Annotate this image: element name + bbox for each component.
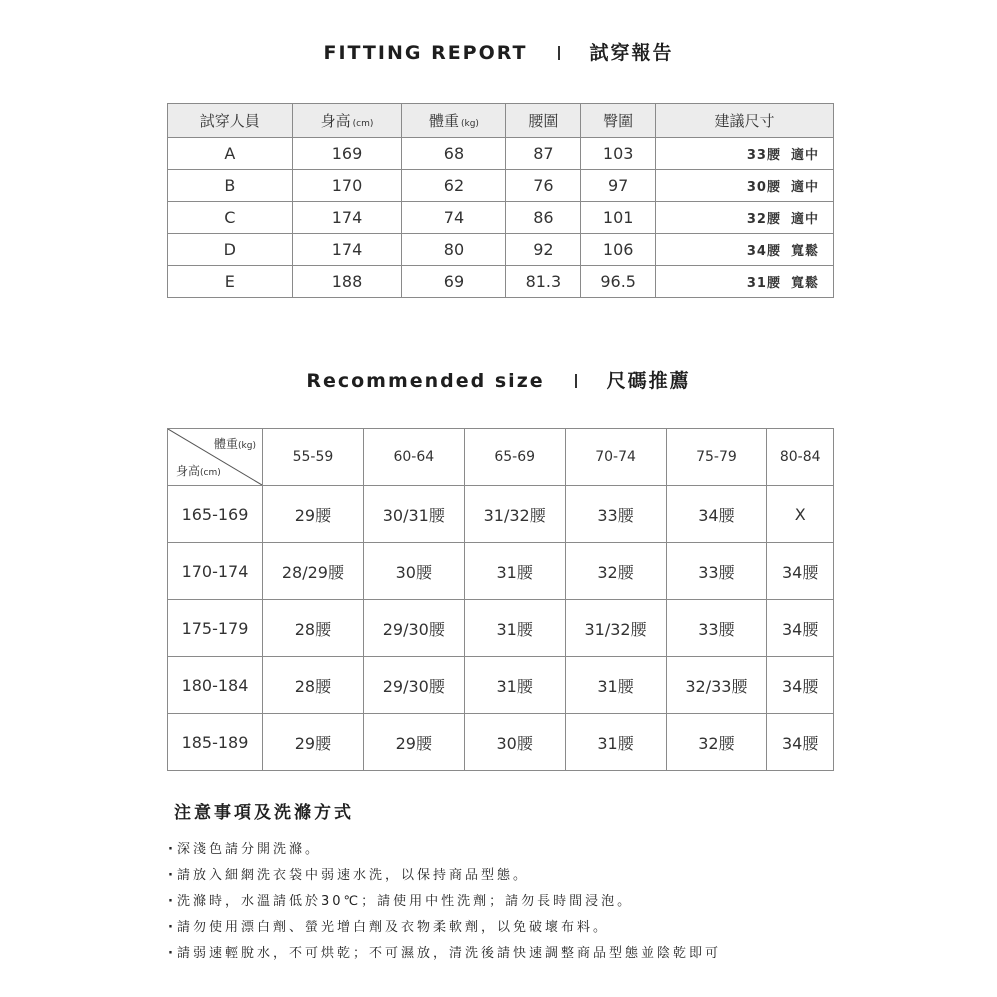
size-cell: 31腰 [464, 657, 565, 714]
care-note-item: · 洗滌時，水溫請低於30℃；請使用中性洗劑；請勿長時間浸泡。 [168, 892, 721, 918]
fitting-row [168, 138, 834, 170]
size-cell: 29/30腰 [363, 657, 464, 714]
corner-cell [168, 429, 263, 486]
size-value: 33腰 [746, 148, 781, 163]
size-cell: 30/31腰 [363, 486, 464, 543]
fitting-title-en: FITTING REPORT [323, 42, 528, 64]
size-cell: 29腰 [263, 714, 364, 771]
weight-range-header: 55-59 [263, 429, 364, 486]
fitting-cell-person: A [168, 138, 293, 170]
care-note-item: · 請勿使用漂白劑、螢光增白劑及衣物柔軟劑，以免破壞布料。 [168, 918, 721, 944]
fit-value: 適中 [790, 212, 819, 227]
size-cell: 29腰 [363, 714, 464, 771]
fitting-cell-waist: 86 [506, 202, 581, 234]
fitting-cell-person: C [168, 202, 293, 234]
size-row [168, 600, 834, 657]
weight-range-header: 70-74 [565, 429, 666, 486]
fitting-row [168, 170, 834, 202]
size-value: 30腰 [746, 180, 781, 195]
title-separator [558, 46, 560, 60]
header-person: 試穿人員 [168, 104, 293, 138]
fitting-title-zh: 試穿報告 [589, 42, 674, 64]
height-range-label: 175-179 [168, 600, 263, 657]
size-cell: 31腰 [565, 657, 666, 714]
height-range-label: 180-184 [168, 657, 263, 714]
fitting-cell-hip: 96.5 [581, 266, 656, 298]
size-value: 32腰 [746, 212, 781, 227]
recommend-title-zh: 尺碼推薦 [606, 370, 691, 392]
size-cell: 31腰 [464, 543, 565, 600]
fitting-cell-hip: 101 [581, 202, 656, 234]
size-cell: 30腰 [363, 543, 464, 600]
header-waist: 腰圍 [506, 104, 581, 138]
size-row [168, 543, 834, 600]
fitting-cell-recommended-size [656, 170, 834, 202]
fitting-cell-height: 174 [292, 234, 402, 266]
size-row [168, 657, 834, 714]
weight-range-header: 60-64 [363, 429, 464, 486]
size-cell: X [767, 486, 834, 543]
fitting-cell-waist: 87 [506, 138, 581, 170]
size-cell: 33腰 [565, 486, 666, 543]
weight-range-header: 75-79 [666, 429, 767, 486]
fitting-cell-person: E [168, 266, 293, 298]
size-cell: 29/30腰 [363, 600, 464, 657]
care-note-item: · 請弱速輕脫水，不可烘乾；不可濕放，清洗後請快速調整商品型態並陰乾即可 [168, 944, 721, 970]
fitting-cell-hip: 97 [581, 170, 656, 202]
header-hip: 臀圍 [581, 104, 656, 138]
weight-range-header: 80-84 [767, 429, 834, 486]
size-cell: 32腰 [565, 543, 666, 600]
fit-value: 適中 [790, 148, 819, 163]
fitting-header-row [168, 104, 834, 138]
corner-height-label: 身高(cm) [176, 464, 221, 478]
fitting-row [168, 266, 834, 298]
size-recommendation-table [167, 428, 834, 771]
size-cell: 34腰 [767, 543, 834, 600]
fitting-cell-height: 169 [292, 138, 402, 170]
size-value: 31腰 [746, 276, 781, 291]
care-notes-list [168, 840, 721, 970]
size-row [168, 714, 834, 771]
fitting-row [168, 202, 834, 234]
fitting-cell-waist: 76 [506, 170, 581, 202]
weight-range-header-row [168, 429, 834, 486]
fitting-cell-hip: 103 [581, 138, 656, 170]
fit-value: 寬鬆 [790, 276, 819, 291]
size-cell: 34腰 [666, 486, 767, 543]
fitting-cell-weight: 74 [402, 202, 506, 234]
care-notes-title: 注意事項及洗滌方式 [174, 803, 354, 823]
size-cell: 31腰 [464, 600, 565, 657]
title-separator [575, 374, 577, 388]
fitting-row [168, 234, 834, 266]
size-value: 34腰 [746, 244, 781, 259]
fitting-cell-weight: 62 [402, 170, 506, 202]
size-cell: 29腰 [263, 486, 364, 543]
care-note-item: · 深淺色請分開洗滌。 [168, 840, 721, 866]
height-range-label: 165-169 [168, 486, 263, 543]
header-weight: 體重 (kg) [402, 104, 506, 138]
fitting-cell-recommended-size [656, 234, 834, 266]
height-range-label: 170-174 [168, 543, 263, 600]
size-cell: 28腰 [263, 600, 364, 657]
size-cell: 31腰 [565, 714, 666, 771]
height-range-label: 185-189 [168, 714, 263, 771]
size-cell: 28/29腰 [263, 543, 364, 600]
size-cell: 32腰 [666, 714, 767, 771]
size-cell: 30腰 [464, 714, 565, 771]
size-cell: 34腰 [767, 714, 834, 771]
fitting-cell-weight: 69 [402, 266, 506, 298]
fitting-cell-height: 188 [292, 266, 402, 298]
fit-value: 適中 [790, 180, 819, 195]
fitting-cell-recommended-size [656, 266, 834, 298]
corner-weight-label: 體重(kg) [214, 437, 256, 451]
size-cell: 33腰 [666, 543, 767, 600]
fitting-cell-recommended-size [656, 202, 834, 234]
size-row [168, 486, 834, 543]
fitting-cell-recommended-size [656, 138, 834, 170]
fitting-cell-height: 174 [292, 202, 402, 234]
size-cell: 32/33腰 [666, 657, 767, 714]
fitting-report-table [167, 103, 834, 298]
fitting-cell-height: 170 [292, 170, 402, 202]
fitting-cell-waist: 92 [506, 234, 581, 266]
size-cell: 34腰 [767, 657, 834, 714]
fitting-cell-person: D [168, 234, 293, 266]
weight-range-header: 65-69 [464, 429, 565, 486]
fit-value: 寬鬆 [790, 244, 819, 259]
fitting-cell-weight: 80 [402, 234, 506, 266]
recommend-title-en: Recommended size [306, 370, 545, 392]
fitting-cell-person: B [168, 170, 293, 202]
fitting-cell-weight: 68 [402, 138, 506, 170]
size-cell: 31/32腰 [464, 486, 565, 543]
size-cell: 34腰 [767, 600, 834, 657]
fitting-cell-waist: 81.3 [506, 266, 581, 298]
recommended-size-heading [0, 366, 997, 393]
size-cell: 33腰 [666, 600, 767, 657]
size-cell: 28腰 [263, 657, 364, 714]
fitting-report-heading [0, 38, 997, 65]
care-note-item: · 請放入細網洗衣袋中弱速水洗，以保持商品型態。 [168, 866, 721, 892]
header-recommended-size: 建議尺寸 [656, 104, 834, 138]
size-cell: 31/32腰 [565, 600, 666, 657]
fitting-cell-hip: 106 [581, 234, 656, 266]
header-height: 身高 (cm) [292, 104, 402, 138]
